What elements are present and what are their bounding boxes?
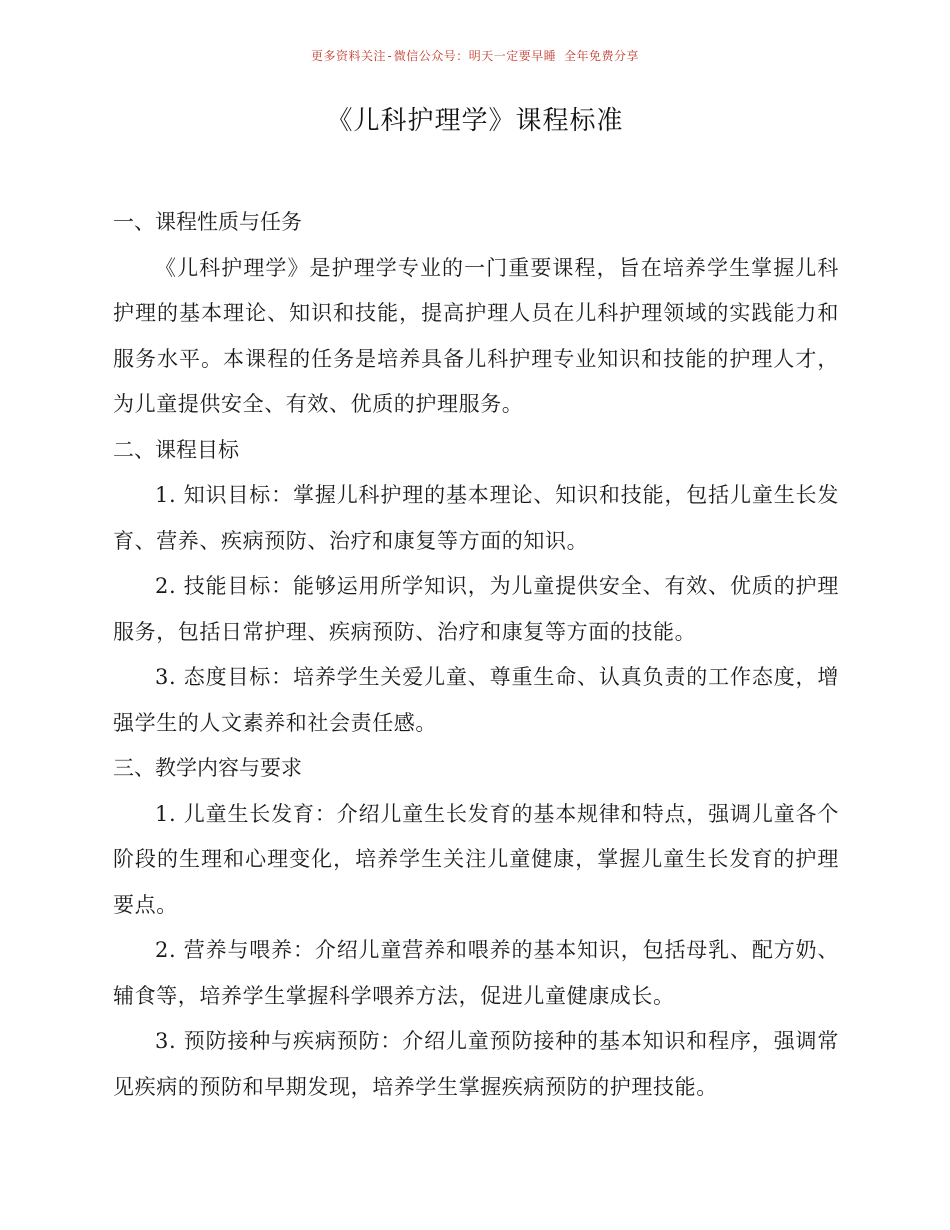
section-3-paragraph-3: 3. 预防接种与疾病预防：介绍儿童预防接种的基本知识和程序，强调常见疾病的预防和早期发现，培养学生掌握疾病预防的护理技能。 xyxy=(113,1029,839,1099)
section-3-paragraph-1: 1. 儿童生长发育：介绍儿童生长发育的基本规律和特点，强调儿童各个阶段的生理和心理变化，培养学生关注儿童健康，掌握儿童生长发育的护理要点。 xyxy=(113,801,839,917)
section-1-paragraph-1: 《儿科护理学》是护理学专业的一门重要课程，旨在培养学生掌握儿科护理的基本理论、知识和技能，提高护理人员在儿科护理领域的实践能力和服务水平。本课程的任务是培养具备儿科护理专业知识和技能的护理人才，为儿童提供安全、有效、优质的护理服务。 xyxy=(113,255,839,416)
section-heading-2: 二、课程目标 xyxy=(113,437,239,462)
section-3-paragraph-2: 2. 营养与喂养：介绍儿童营养和喂养的基本知识，包括母乳、配方奶、辅食等，培养学生掌握科学喂养方法，促进儿童健康成长。 xyxy=(113,938,839,1008)
section-2-paragraph-3: 3. 态度目标：培养学生关爱儿童、尊重生命、认真负责的工作态度，增强学生的人文素养和社会责任感。 xyxy=(113,665,839,735)
document-body xyxy=(113,200,839,1110)
section-heading-3: 三、教学内容与要求 xyxy=(113,756,302,780)
header-note: 更多资料关注-微信公众号：明天一定要早睡 全年免费分享 xyxy=(311,49,639,63)
section-2-paragraph-2: 2. 技能目标：能够运用所学知识，为儿童提供安全、有效、优质的护理服务，包括日常护理、疾病预防、治疗和康复等方面的技能。 xyxy=(113,574,839,644)
section-heading-1: 一、课程性质与任务 xyxy=(113,210,302,234)
section-2-paragraph-1: 1. 知识目标：掌握儿科护理的基本理论、知识和技能，包括儿童生长发育、营养、疾病预防、治疗和康复等方面的知识。 xyxy=(113,483,839,553)
page-title: 《儿科护理学》课程标准 xyxy=(326,106,624,136)
